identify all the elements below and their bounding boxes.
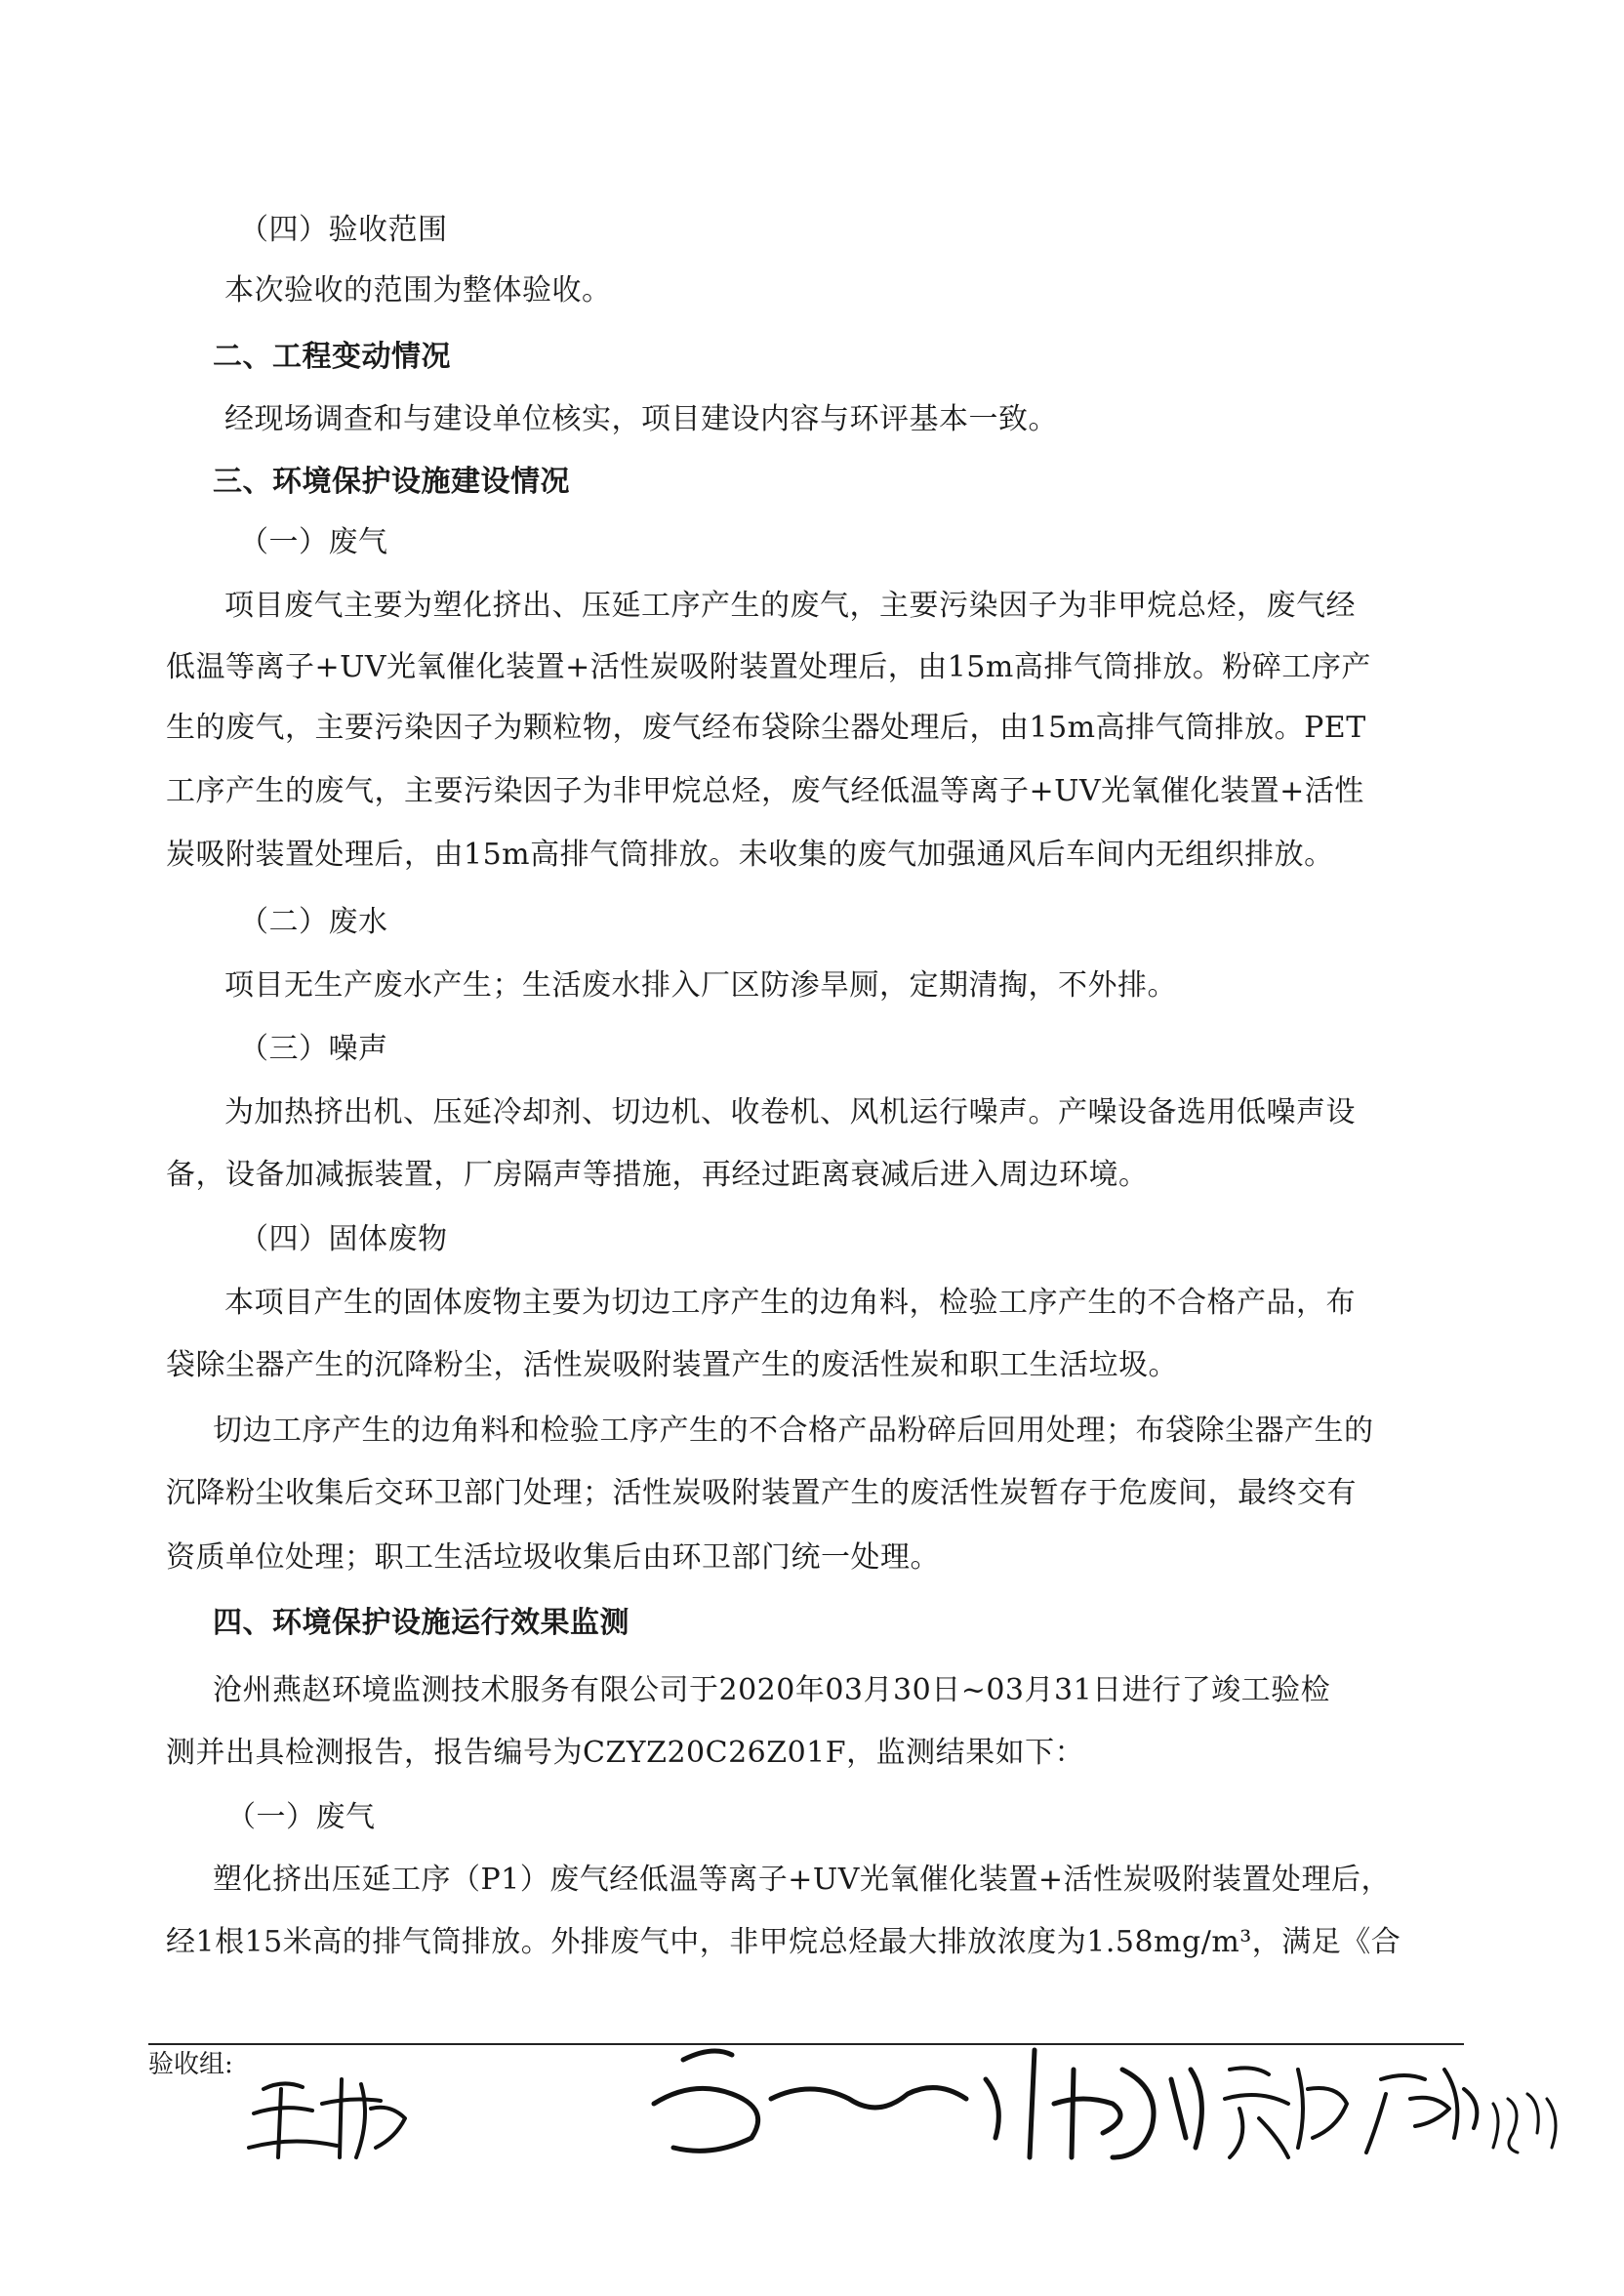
paragraph-line: 项目废气主要为塑化挤出、压延工序产生的废气，主要污染因子为非甲烷总烃，废气经 (224, 589, 1356, 623)
subsection-heading-waste-gas-results: （一）废气 (226, 1800, 376, 1834)
subsection-heading-waste-water: （二）废水 (239, 905, 388, 939)
signature-1 (249, 2079, 405, 2157)
paragraph-line: 资质单位处理；职工生活垃圾收集后由环卫部门统一处理。 (166, 1540, 940, 1575)
signature-2 (654, 2050, 1035, 2157)
paragraph-line: 本次验收的范围为整体验收。 (224, 273, 612, 308)
paragraph-line: 切边工序产生的边角料和检验工序产生的不合格产品粉碎后回用处理；布袋除尘器产生的 (213, 1414, 1374, 1448)
subsection-heading-solid-waste: （四）固体废物 (239, 1222, 448, 1256)
subsection-heading-waste-gas: （一）废气 (239, 525, 388, 559)
paragraph-line: 工序产生的废气，主要污染因子为非甲烷总烃，废气经低温等离子+UV光氧催化装置+活性 (166, 774, 1364, 808)
signature-6 (1493, 2094, 1556, 2152)
paragraph-line: 本项目产生的固体废物主要为切边工序产生的边角料，检验工序产生的不合格产品，布 (224, 1286, 1356, 1320)
section-heading-monitoring: 四、环境保护设施运行效果监测 (213, 1606, 629, 1640)
signature-4 (1225, 2068, 1347, 2157)
paragraph-line: 炭吸附装置处理后，由15m高排气筒排放。未收集的废气加强通风后车间内无组织排放。 (166, 838, 1334, 872)
paragraph-line: 袋除尘器产生的沉降粉尘，活性炭吸附装置产生的废活性炭和职工生活垃圾。 (166, 1348, 1178, 1382)
paragraph-line: 备，设备加减振装置，厂房隔声等措施，再经过距离衰减后进入周边环境。 (166, 1158, 1149, 1192)
section-heading-acceptance-scope: （四）验收范围 (239, 213, 448, 247)
paragraph-line: 沉降粉尘收集后交环卫部门处理；活性炭吸附装置产生的废活性炭暂存于危废间，最终交有 (166, 1476, 1357, 1510)
section-heading-engineering-changes: 二、工程变动情况 (213, 340, 451, 374)
paragraph-line: 低温等离子+UV光氧催化装置+活性炭吸附装置处理后，由15m高排气筒排放。粉碎工序产 (166, 650, 1371, 684)
paragraph-line: 为加热挤出机、压延冷却剂、切边机、收卷机、风机运行噪声。产噪设备选用低噪声设 (224, 1095, 1356, 1129)
paragraph-line: 经现场调查和与建设单位核实，项目建设内容与环评基本一致。 (224, 402, 1058, 436)
signature-5 (1366, 2070, 1477, 2152)
paragraph-line: 沧州燕赵环境监测技术服务有限公司于2020年03月30日~03月31日进行了竣工验检 (213, 1673, 1331, 1707)
paragraph-line: 塑化挤出压延工序（P1）废气经低温等离子+UV光氧催化装置+活性炭吸附装置处理后， (213, 1863, 1391, 1897)
paragraph-line: 测并出具检测报告，报告编号为CZYZ20C26Z01F，监测结果如下： (166, 1736, 1085, 1770)
paragraph-line: 经1根15米高的排气筒排放。外排废气中，非甲烷总烃最大排放浓度为1.58mg/m³，满足《合 (166, 1925, 1401, 1959)
section-heading-env-facilities: 三、环境保护设施建设情况 (213, 465, 570, 499)
handwritten-signatures (224, 2011, 1571, 2177)
subsection-heading-noise: （三）噪声 (239, 1032, 388, 1066)
acceptance-team-label: 验收组: (148, 2050, 233, 2079)
paragraph-line: 项目无生产废水产生；生活废水排入厂区防渗旱厕，定期清掏，不外排。 (224, 968, 1177, 1003)
paragraph-line: 生的废气，主要污染因子为颗粒物，废气经布袋除尘器处理后，由15m高排气筒排放。PET (166, 711, 1366, 745)
signature-3 (1054, 2070, 1201, 2157)
